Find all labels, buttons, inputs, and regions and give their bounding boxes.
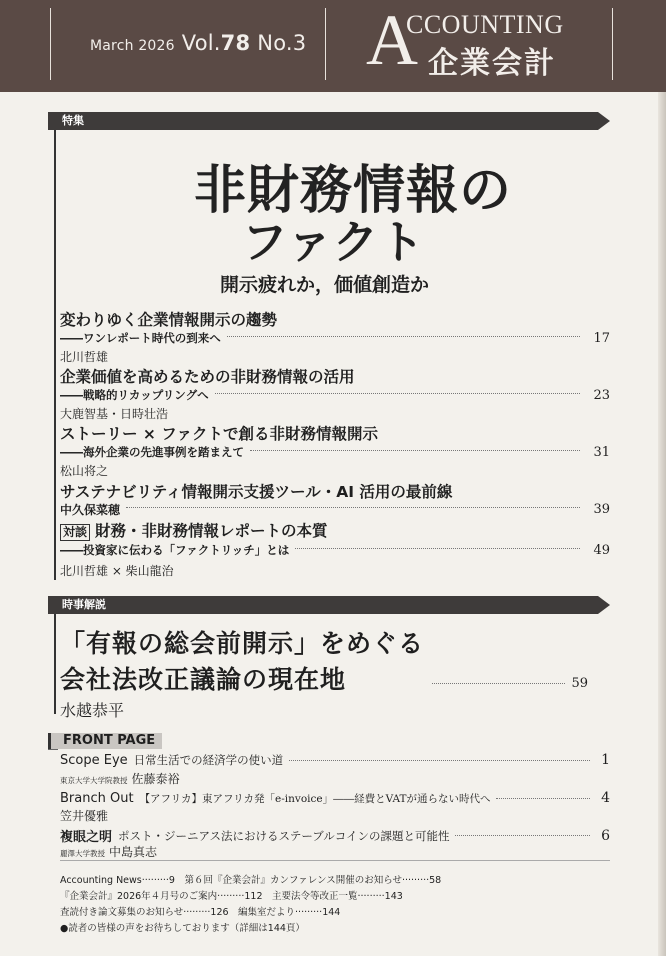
- notice-line: 『企業会計』2026年４月号のご案内·········112 主要法令等改正一覧·········143: [60, 891, 403, 902]
- article-title[interactable]: サステナビリティ情報開示支援ツール・AI 活用の最前線: [60, 483, 453, 501]
- leader-dots: [496, 798, 590, 799]
- current-title-line2[interactable]: 会社法改正議論の現在地: [60, 665, 347, 694]
- section-bar-feature: [48, 112, 598, 130]
- issue-month: March 2026: [90, 38, 175, 54]
- item-author-row: [60, 843, 157, 860]
- article-title[interactable]: ストーリー × ファクトで創る非財務情報開示: [60, 425, 378, 443]
- divider: [60, 860, 610, 861]
- leader-dots: [289, 760, 590, 761]
- page-number: 23: [593, 387, 610, 403]
- article-lead: ――海外企業の先進事例を踏まえて 31: [60, 444, 610, 460]
- page-number: 1: [601, 752, 610, 768]
- page-number: 4: [601, 790, 610, 806]
- front-page-item[interactable]: [60, 790, 610, 806]
- item-title: ポスト・ジーニアス法におけるステーブルコインの課題と可能性: [118, 828, 450, 843]
- author-name: 中島真志: [109, 845, 158, 859]
- page-number: 39: [593, 502, 610, 517]
- article-lead: ――戦略的リカップリングへ 23: [60, 387, 610, 403]
- issue-number: No.3: [257, 31, 307, 55]
- article-author: 北川哲雄: [60, 350, 109, 364]
- item-author-row: [60, 770, 180, 787]
- column-name: Branch Out: [60, 790, 134, 806]
- front-page-bar: [48, 733, 162, 749]
- article-title[interactable]: 変わりゆく企業情報開示の趨勢: [60, 311, 278, 329]
- leader-dots: [432, 683, 565, 684]
- article-author: 中久保菜穂: [60, 503, 121, 517]
- column-name: Scope Eye: [60, 752, 128, 768]
- leader-dots: [250, 450, 580, 451]
- article-lead: ――ワンレポート時代の到来へ 17: [60, 330, 610, 346]
- section-label: 特集: [62, 114, 84, 127]
- divider: [612, 8, 613, 80]
- masthead: [0, 0, 666, 92]
- column-name: 複眼之明: [60, 830, 113, 845]
- current-page: [432, 676, 588, 691]
- article-title[interactable]: 企業価値を高めるための非財務情報の活用: [60, 368, 355, 386]
- current-author: 水越恭平: [60, 701, 125, 720]
- issue-info: [90, 31, 306, 55]
- logo-japanese: 企業会計: [428, 46, 556, 81]
- section-bar-current: [48, 596, 598, 614]
- page-number: 49: [593, 542, 610, 558]
- section-label: 時事解説: [62, 598, 106, 611]
- affiliation: 東京大学大学院教授: [60, 776, 128, 785]
- article-lead: ――投資家に伝わる「ファクトリッチ」とは 49: [60, 542, 610, 558]
- article-author: 北川哲雄 × 柴山龍治: [60, 564, 174, 578]
- front-page-item[interactable]: [60, 752, 610, 768]
- leader-dots: [126, 507, 580, 508]
- logo-letter: A: [366, 0, 418, 80]
- section-rule: [54, 614, 56, 714]
- feature-title-line1: 非財務情報の: [193, 160, 512, 221]
- notice-line: ●読者の皆様の声をお待ちしております（詳細は144頁）: [60, 923, 305, 934]
- issue-volume: Vol.78: [181, 31, 251, 55]
- item-title: 日常生活での経済学の使い道: [133, 753, 284, 767]
- divider: [48, 749, 58, 750]
- page-number: 6: [601, 827, 610, 844]
- notice-line: 査読付き論文募集のお知らせ·········126 編集室だより·········144: [60, 907, 341, 918]
- leader-dots: [295, 548, 580, 549]
- affiliation: 麗澤大学教授: [60, 849, 105, 858]
- dialogue-tag: 対談: [60, 524, 90, 541]
- article-author: 大鹿智基・日時壮浩: [60, 407, 169, 421]
- page-number: 17: [593, 330, 610, 346]
- current-title-line1[interactable]: 「有報の総会前開示」をめぐる: [60, 629, 425, 658]
- article-author: 松山将之: [60, 464, 109, 478]
- divider: [50, 8, 51, 80]
- front-page-label: FRONT PAGE: [63, 733, 156, 748]
- page-number: 31: [593, 444, 610, 460]
- author-name: 笠井優雅: [60, 809, 109, 823]
- feature-subtitle: 開示疲れか，価値創造か: [220, 274, 430, 296]
- item-title: 【アフリカ】東アフリカ発「e-invoice」――経費とVATが通らない時代へ: [139, 792, 491, 805]
- logo-wordmark: CCOUNTING: [406, 10, 564, 39]
- notice-line: Accounting News·········9 第６回『企業会計』カンファレンス開催のお知らせ·········58: [60, 875, 442, 886]
- divider: [325, 8, 326, 80]
- leader-dots: [227, 336, 580, 337]
- leader-dots: [215, 393, 580, 394]
- article-title[interactable]: 対談 財務・非財務情報レポートの本質: [60, 519, 610, 541]
- page-edge: [658, 92, 666, 956]
- article-lead: [60, 501, 610, 518]
- page-number: 59: [571, 676, 588, 691]
- feature-title-line2: ファクト: [241, 215, 425, 269]
- leader-dots: [455, 835, 590, 836]
- author-name: 佐藤泰裕: [131, 772, 180, 786]
